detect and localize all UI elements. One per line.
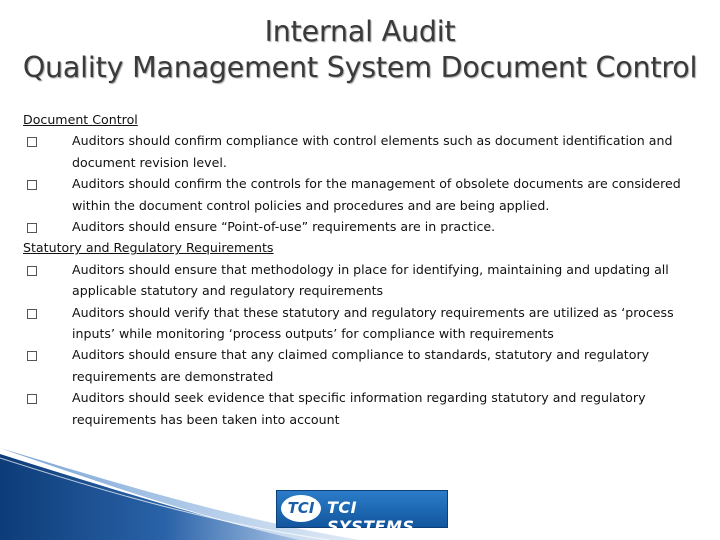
tci-logo-mark-text: TCI [287,499,315,517]
bullet-text: Auditors should confirm compliance with control elements such as document identification and document revision level. [72,133,673,170]
bullet-text: Auditors should verify that these statutory and regulatory requirements are utilized as ‘process inputs’ while monitoring ‘process outputs’ for compliance with requirements [72,304,674,342]
bullet-text: Auditors should ensure “Point-of-use” requirements are in practice. [72,219,496,235]
bullet-text: Auditors should ensure that any claimed compliance to standards, statutory and regulatory requirements are demonstrated [72,347,650,384]
section-heading-statutory-regulatory: Statutory and Regulatory Requirements [23,240,274,256]
bullet-item [23,259,703,302]
tci-logo-name: TCI SYSTEMS [327,498,415,536]
checkbox-bullet-icon [27,309,37,319]
checkbox-bullet-icon [27,351,37,361]
checkbox-bullet-icon [27,266,37,276]
bullet-item [23,387,703,430]
checkbox-bullet-icon [27,180,37,190]
checkbox-bullet-icon [27,223,37,233]
bullet-item [23,302,703,345]
title-line-1: Internal Audit [264,15,456,48]
slide-title [0,14,720,86]
bullet-item [23,344,703,387]
checkbox-bullet-icon [27,394,37,404]
section-heading-document-control: Document Control [23,112,138,127]
bullet-text: Auditors should seek evidence that specific information regarding statutory and regulatory requirements has been taken into account [72,390,646,427]
bullet-item [23,130,703,173]
bullet-item [23,173,703,216]
checkbox-bullet-icon [27,137,37,147]
slide-content [23,109,703,430]
tci-systems-logo [276,490,448,536]
bullet-text: Auditors should ensure that methodology in place for identifying, maintaining and updating all applicable statutory and regulatory requirements [72,261,669,299]
bullet-item [23,216,703,237]
tci-logo-mark [281,495,321,522]
title-line-2: Quality Management System Document Control [22,51,698,84]
bullet-text: Auditors should confirm the controls for the management of obsolete documents are considered within the document control policies and procedures and are being applied. [72,176,681,213]
